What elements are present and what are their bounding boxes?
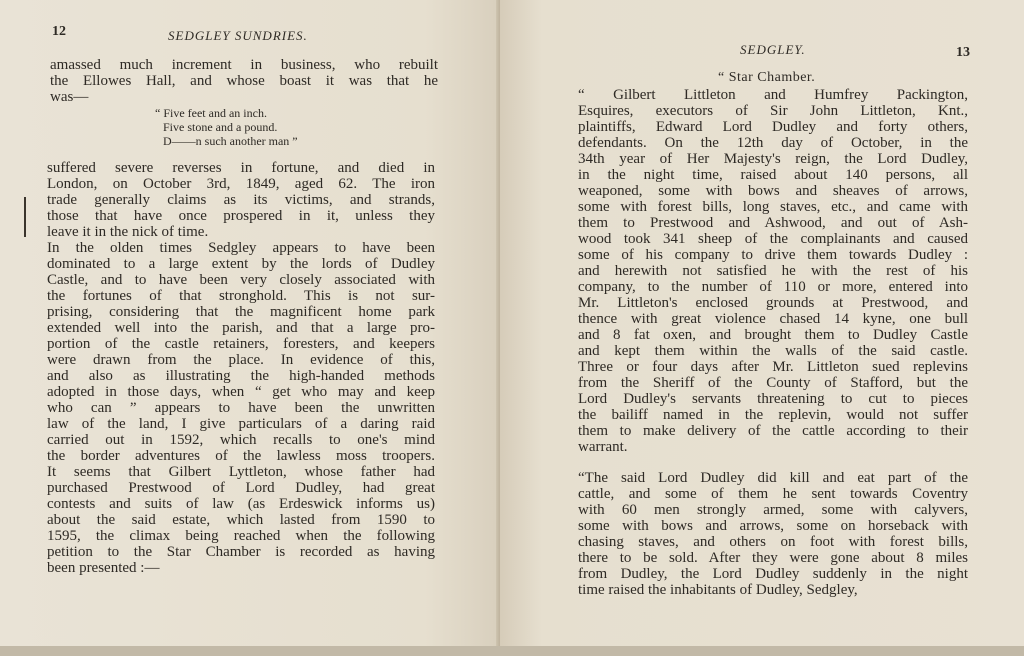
text-line: been presented :— bbox=[47, 560, 160, 576]
page-edge bbox=[0, 646, 1024, 656]
text-line: the border adventures of the lawless moss troopers. bbox=[47, 448, 435, 464]
text-line: suffered severe reverses in fortune, and died in bbox=[47, 160, 435, 176]
text-line: was— bbox=[50, 89, 89, 105]
text-line: from Dudley, the Lord Dudley suddenly in the night bbox=[578, 566, 968, 582]
text-line: wood took 341 sheep of the complainants and caused bbox=[578, 231, 968, 247]
text-line: extended well into the parish, and that a large pro- bbox=[47, 320, 435, 336]
text-line: plaintiffs, Edward Lord Dudley and forty others, bbox=[578, 119, 968, 135]
text-line: 1595, the climax being reached when the following bbox=[47, 528, 435, 544]
text-line: weaponed, some with bows and sheaves of arrows, bbox=[578, 183, 968, 199]
text-line: Castle, and to have been very closely associated with bbox=[47, 272, 435, 288]
text-line: warrant. bbox=[578, 439, 628, 455]
text-line: there to be sold. After they were gone about 8 miles bbox=[578, 550, 968, 566]
text-line: from the Sheriff of the County of Stafford, but the bbox=[578, 375, 968, 391]
text-line: some with bows and arrows, some on horseback with bbox=[578, 518, 968, 534]
text-line: some of his company to drive them towards Dudley : bbox=[578, 247, 968, 263]
text-line: some with forest bills, long staves, etc., and came with bbox=[578, 199, 968, 215]
text-line: them to make delivery of the cattle according to their bbox=[578, 423, 968, 439]
right-paragraph-1 bbox=[578, 87, 968, 455]
right-page bbox=[500, 0, 1024, 650]
text-line: and herewith not satisfied he with the rest of his bbox=[578, 263, 968, 279]
left-verse bbox=[155, 106, 298, 148]
left-page bbox=[0, 0, 500, 650]
left-paragraph-2 bbox=[47, 160, 435, 576]
text-line: trade generally claims as its victims, and strands, bbox=[47, 192, 435, 208]
text-line: purchased Prestwood of Lord Dudley, had great bbox=[47, 480, 435, 496]
text-line: chasing staves, and others on foot with forest bills, bbox=[578, 534, 968, 550]
text-line: petition to the Star Chamber is recorded as having bbox=[47, 544, 435, 560]
text-line: about the said estate, which lasted from 1590 to bbox=[47, 512, 435, 528]
text-line: in the night time, raised about 140 persons, all bbox=[578, 167, 968, 183]
left-page-number: 12 bbox=[52, 24, 66, 39]
text-line: time raised the inhabitants of Dudley, Sedgley, bbox=[578, 582, 858, 598]
text-line: defendants. On the 12th day of October, in the bbox=[578, 135, 968, 151]
text-line: them to Prestwood and Ashwood, and out of Ash- bbox=[578, 215, 968, 231]
text-line: Lord Dudley's servants threatening to cut to pieces bbox=[578, 391, 968, 407]
text-line: who can ” appears to have been the unwritten bbox=[47, 400, 435, 416]
text-line: contests and suits of law (as Erdeswick informs us) bbox=[47, 496, 435, 512]
text-line: the bailiff named in the replevin, would not suffer bbox=[578, 407, 968, 423]
text-line: Three or four days after Mr. Littleton sued replevins bbox=[578, 359, 968, 375]
text-line: the fortunes of that stronghold. This is not sur- bbox=[47, 288, 435, 304]
text-line: London, on October 3rd, 1849, aged 62. The iron bbox=[47, 176, 435, 192]
text-line: portion of the castle retainers, foresters, and keepers bbox=[47, 336, 435, 352]
text-line: and 8 fat oxen, and brought them to Dudley Castle bbox=[578, 327, 968, 343]
text-line: It seems that Gilbert Lyttleton, whose father had bbox=[47, 464, 435, 480]
text-line: and also as illustrating the high-handed methods bbox=[47, 368, 435, 384]
right-paragraph-2 bbox=[578, 470, 968, 598]
text-line: company, to the number of 110 or more, entered into bbox=[578, 279, 968, 295]
left-paragraph-1 bbox=[50, 57, 438, 105]
right-page-number: 13 bbox=[956, 45, 970, 60]
text-line: “The said Lord Dudley did kill and eat part of the bbox=[578, 470, 968, 486]
text-line: adopted in those days, when “ get who may and keep bbox=[47, 384, 435, 400]
text-line: 34th year of Her Majesty's reign, the Lord Dudley, bbox=[578, 151, 968, 167]
text-line: carried out in 1592, which recalls to one's mind bbox=[47, 432, 435, 448]
text-line: law of the land, I give particulars of a daring raid bbox=[47, 416, 435, 432]
text-line: thence with great violence chased 14 kyne, one bull bbox=[578, 311, 968, 327]
verse-line: Five stone and a pound. bbox=[163, 120, 278, 134]
margin-pencil-mark bbox=[24, 197, 26, 237]
text-line: In the olden times Sedgley appears to have been bbox=[47, 240, 435, 256]
section-heading: “ Star Chamber. bbox=[718, 70, 816, 85]
text-line: prising, considering that the magnificent home park bbox=[47, 304, 435, 320]
text-line: those that have once prospered in it, unless they bbox=[47, 208, 435, 224]
verse-line: D——n such another man ” bbox=[163, 134, 298, 148]
text-line: amassed much increment in business, who rebuilt bbox=[50, 57, 438, 73]
text-line: were drawn from the place. In evidence of this, bbox=[47, 352, 435, 368]
text-line: the Ellowes Hall, and whose boast it was that he bbox=[50, 73, 438, 89]
text-line: and kept them within the walls of the said castle. bbox=[578, 343, 968, 359]
text-line: “ Gilbert Littleton and Humfrey Packington, bbox=[578, 87, 968, 103]
verse-line: “ Five feet and an inch. bbox=[155, 106, 267, 120]
text-line: Esquires, executors of Sir John Littleton, Knt., bbox=[578, 103, 968, 119]
text-line: with 60 men strongly armed, some with calyvers, bbox=[578, 502, 968, 518]
left-running-head: SEDGLEY SUNDRIES. bbox=[168, 28, 308, 43]
right-running-head: SEDGLEY. bbox=[740, 42, 806, 57]
text-line: Mr. Littleton's enclosed grounds at Prestwood, and bbox=[578, 295, 968, 311]
text-line: leave it in the nick of time. bbox=[47, 224, 209, 240]
text-line: dominated to a large extent by the lords of Dudley bbox=[47, 256, 435, 272]
text-line: cattle, and some of them he sent towards Coventry bbox=[578, 486, 968, 502]
